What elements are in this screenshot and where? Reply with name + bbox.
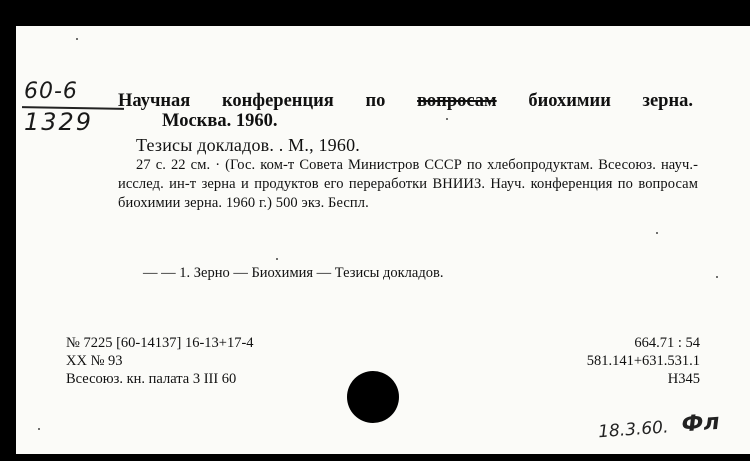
- title-part1: Научная конференция по: [118, 91, 386, 111]
- card-title-line2: Москва. 1960.: [162, 111, 278, 131]
- card-subtitle: Тезисы докладов. . М., 1960.: [136, 135, 360, 155]
- signature-initials: Фл: [680, 409, 721, 438]
- footer-left-line: № 7225 [60-14137] 16-13+17-4: [66, 335, 254, 351]
- speck: [38, 428, 40, 430]
- speck: [656, 232, 658, 234]
- card-title: [118, 90, 693, 112]
- footer-left-line: XX № 93: [66, 353, 123, 369]
- classification-code: 664.71 : 54: [634, 335, 700, 351]
- card-description: [118, 156, 698, 213]
- signature-date: 18.3.60.: [597, 417, 670, 443]
- classification-code: 581.141+631.531.1: [586, 353, 700, 369]
- handwritten-shelf-mark-top: 60-6: [24, 79, 78, 104]
- author-mark: H345: [667, 371, 700, 387]
- description-text: 27 с. 22 см. · (Гос. ком-т Совета Министров СССР по хлебопродуктам. Всесоюз. науч.-исслед. ин-т зерна и продуктов его переработки ВНИИЗ. Науч. конференция по вопросам биохимии зерна. 1960 г.) 500 экз. Беспл.: [118, 157, 698, 211]
- title-struck-word: вопросам: [417, 91, 497, 111]
- catalog-card: [16, 26, 750, 454]
- footer-right: [587, 334, 700, 388]
- speck: [276, 258, 278, 260]
- title-part2: биохимии зерна.: [528, 91, 693, 111]
- footer-left-line: Всесоюз. кн. палата 3 III 60: [66, 371, 237, 387]
- punch-hole: [347, 371, 399, 423]
- handwritten-signature: [597, 410, 720, 443]
- handwritten-shelf-mark-bottom: 1329: [24, 108, 94, 136]
- speck: [716, 276, 718, 278]
- speck: [76, 38, 78, 40]
- footer-left: [66, 334, 254, 388]
- subject-headings: — — 1. Зерно — Биохимия — Тезисы докладов.: [143, 265, 444, 281]
- speck: [446, 118, 448, 120]
